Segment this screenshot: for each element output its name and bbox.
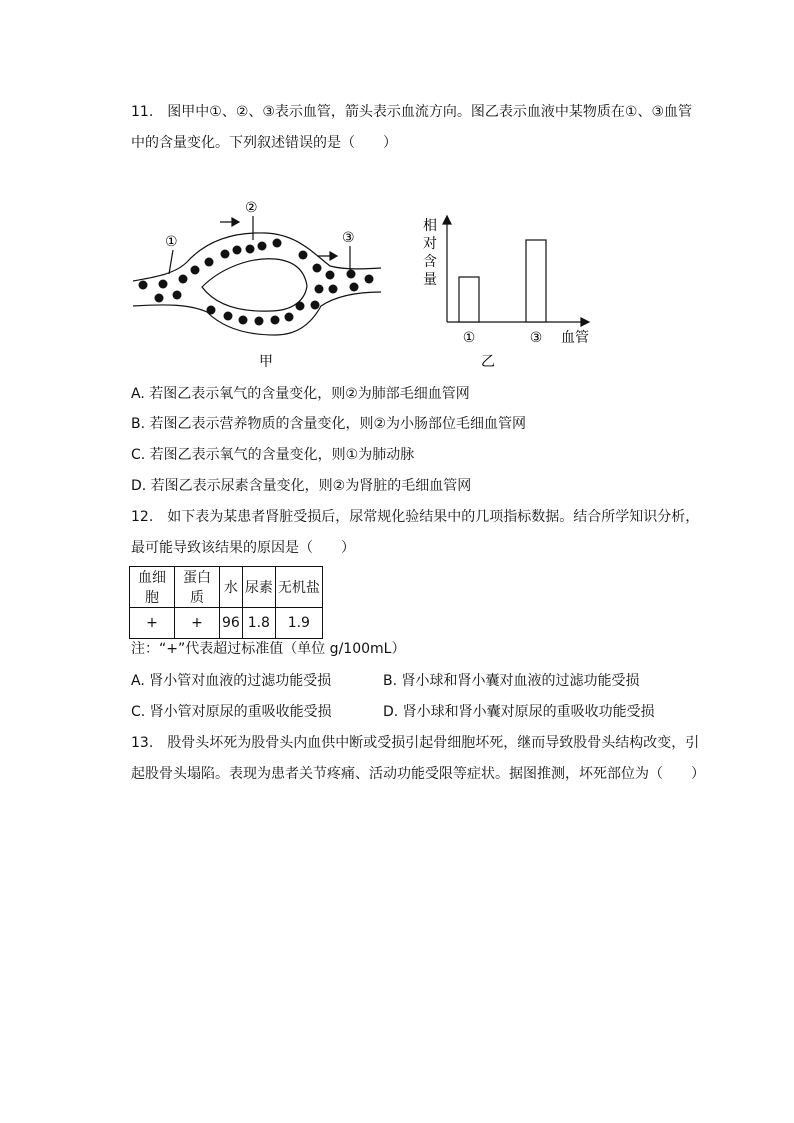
q12-option-d: D. 肾小球和肾小囊对原尿的重吸收功能受损	[383, 704, 655, 720]
chart-ylabel-char-4: 量	[423, 272, 437, 288]
table-header-cell: 无机盐	[275, 567, 322, 608]
label-vessel-1: ①	[165, 234, 178, 250]
chart-bar-3	[526, 240, 546, 322]
q11-stem-line2: 中的含量变化。下列叙述错误的是（ ）	[131, 135, 397, 151]
table-row	[130, 608, 323, 639]
chart-tick-label-1: ①	[462, 330, 476, 346]
table-cell: +	[130, 608, 175, 639]
chart-tick-label-3: ③	[529, 330, 543, 346]
chart-bar-1	[459, 277, 479, 322]
table-header-cell: 水	[220, 567, 243, 608]
table-cell: +	[175, 608, 220, 639]
chart-xlabel: 血管	[561, 330, 589, 346]
table-cell: 1.9	[275, 608, 322, 639]
figure-jia-caption: 甲	[259, 354, 273, 370]
table-header-cell: 蛋白质	[175, 567, 220, 608]
vessel-outer-wall-bottom	[133, 292, 381, 335]
label-vessel-2: ②	[245, 200, 258, 216]
q11-option-a: A. 若图乙表示氧气的含量变化，则②为肺部毛细血管网	[131, 386, 470, 402]
q12-stem-line2: 最可能导致该结果的原因是（ ）	[131, 540, 355, 556]
urine-test-table	[129, 566, 323, 639]
q12-stem-line1: 12. 如下表为某患者肾脏受损后，尿常规化验结果中的几项指标数据。结合所学知识分析，	[131, 509, 700, 525]
q12-option-a: A. 肾小管对血液的过滤功能受损	[131, 673, 332, 689]
chart-ylabel-char-3: 含	[423, 254, 437, 270]
q12-option-b: B. 肾小球和肾小囊对血液的过滤功能受损	[383, 673, 640, 689]
flow-arrow-2	[220, 218, 239, 226]
flow-arrow-3	[317, 252, 337, 260]
q12-option-c: C. 肾小管对原尿的重吸收能受损	[131, 704, 332, 720]
chart-ylabel-char-2: 对	[423, 236, 437, 252]
q11-option-c: C. 若图乙表示氧气的含量变化，则①为肺动脉	[131, 447, 415, 463]
figure-yi-caption: 乙	[481, 354, 495, 370]
q11-option-d: D. 若图乙表示尿素含量变化，则②为肾脏的毛细血管网	[131, 478, 472, 494]
q12-note: 注：“+”代表超过标准值（单位 g/100mL）	[131, 641, 406, 657]
q13-stem-line2: 起股骨头塌陷。表现为患者关节疼痛、活动功能受限等症状。据图推测，坏死部位为（ ）	[131, 766, 705, 782]
chart-ylabel-char-1: 相	[423, 218, 437, 234]
q11-stem-line1: 11. 图甲中①、②、③表示血管，箭头表示血流方向。图乙表示血液中某物质在①、③血管	[131, 104, 693, 120]
q13-stem-line1: 13. 股骨头坏死为股骨头内血供中断或受损引起骨细胞坏死，继而导致股骨头结构改变，引	[131, 735, 700, 751]
vessel-inner-wall	[202, 259, 307, 311]
blood-cells	[139, 239, 374, 326]
figure-jia-vessel-diagram	[125, 188, 395, 373]
q11-option-b: B. 若图乙表示营养物质的含量变化，则②为小肠部位毛细血管网	[131, 416, 527, 432]
label-vessel-3: ③	[342, 230, 355, 246]
table-cell: 96	[220, 608, 243, 639]
table-cell: 1.8	[242, 608, 275, 639]
table-header-row	[130, 567, 323, 608]
table-header-cell: 尿素	[242, 567, 275, 608]
table-header-cell: 血细胞	[130, 567, 175, 608]
figure-yi-bar-chart	[415, 212, 600, 372]
